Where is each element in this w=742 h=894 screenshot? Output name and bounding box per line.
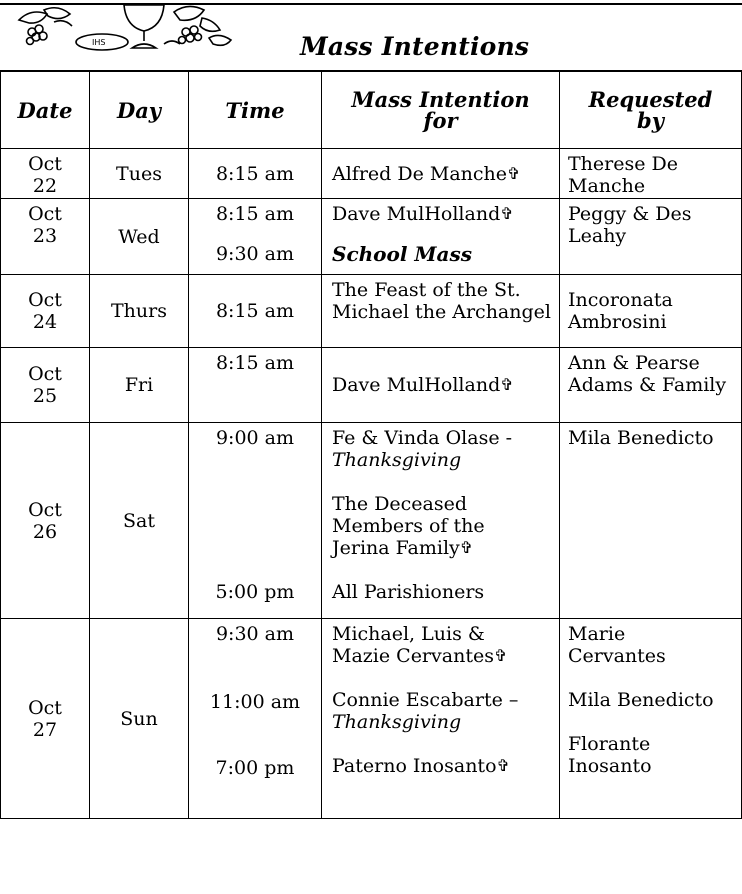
table-header-row bbox=[1, 71, 742, 149]
time-text: 8:15 am bbox=[215, 162, 295, 185]
date-text: 25 bbox=[32, 385, 58, 407]
time-cell bbox=[189, 619, 322, 819]
cross-icon: ✞ bbox=[500, 375, 514, 394]
month-text: Oct bbox=[28, 289, 62, 311]
intention-text: Connie Escabarte – bbox=[332, 689, 519, 711]
date-text: 24 bbox=[32, 311, 58, 333]
requested-cell bbox=[560, 348, 742, 423]
intention-text: The Deceased Members of the Jerina Family bbox=[332, 493, 485, 559]
date-cell bbox=[1, 149, 90, 199]
requested-text: Therese De Manche bbox=[568, 153, 678, 197]
header bbox=[0, 0, 742, 70]
date-text: 27 bbox=[32, 718, 58, 741]
requested-text: Peggy & Des Leahy bbox=[568, 203, 692, 247]
date-cell bbox=[1, 619, 90, 819]
svg-text:IHS: IHS bbox=[92, 38, 106, 47]
requested-text: Incoronata Ambrosini bbox=[568, 289, 673, 333]
date-cell bbox=[1, 423, 90, 619]
col-header-intention: Mass Intention for bbox=[322, 71, 560, 149]
mass-intentions-table bbox=[0, 70, 742, 819]
intention-cell bbox=[322, 275, 560, 348]
date-text: 26 bbox=[32, 520, 58, 543]
intention-text: Dave MulHolland bbox=[332, 374, 501, 396]
requested-text: Marie Cervantes bbox=[568, 623, 666, 667]
date-cell bbox=[1, 275, 90, 348]
intention-cell bbox=[322, 348, 560, 423]
requested-cell bbox=[560, 423, 742, 619]
table-row bbox=[1, 619, 742, 819]
intention-text: Fe & Vinda Olase - bbox=[332, 427, 513, 449]
date-cell bbox=[1, 199, 90, 275]
date-text: 22 bbox=[32, 175, 58, 197]
intention-cell bbox=[322, 619, 560, 819]
month-text: Oct bbox=[28, 498, 62, 521]
date-cell bbox=[1, 348, 90, 423]
time-cell bbox=[189, 275, 322, 348]
requested-text: Mila Benedicto bbox=[568, 689, 714, 711]
intention-text: Michael, Luis & Mazie Cervantes bbox=[332, 623, 494, 667]
time-cell bbox=[189, 423, 322, 619]
intention-text: School Mass bbox=[332, 242, 473, 266]
day-cell: Tues bbox=[90, 149, 189, 199]
day-cell: Fri bbox=[90, 348, 189, 423]
time-text: 7:00 pm bbox=[215, 757, 295, 779]
time-cell bbox=[189, 149, 322, 199]
month-text: Oct bbox=[28, 696, 62, 719]
intention-cell bbox=[322, 199, 560, 275]
table-row bbox=[1, 423, 742, 619]
intention-cell bbox=[322, 423, 560, 619]
time-text: 9:30 am bbox=[215, 243, 295, 265]
cross-icon: ✞ bbox=[500, 204, 514, 223]
time-text: 8:15 am bbox=[215, 203, 295, 225]
day-cell: Sun bbox=[90, 619, 189, 819]
cross-icon: ✞ bbox=[493, 646, 508, 665]
cross-icon: ✞ bbox=[507, 163, 521, 183]
day-cell: Wed bbox=[90, 199, 189, 275]
table-row bbox=[1, 275, 742, 348]
time-text: 11:00 am bbox=[209, 691, 301, 713]
intention-text: The Feast of the St. Michael the Archangel bbox=[332, 279, 551, 323]
table-row bbox=[1, 348, 742, 423]
chalice-host-grapes-icon bbox=[14, 0, 244, 55]
intention-text: Dave MulHolland bbox=[332, 203, 501, 225]
requested-cell bbox=[560, 275, 742, 348]
intention-cell bbox=[322, 149, 560, 199]
time-cell bbox=[189, 348, 322, 423]
col-header-date: Date bbox=[1, 71, 90, 149]
table-row bbox=[1, 199, 742, 275]
intention-text: Thanksgiving bbox=[332, 449, 462, 471]
requested-text: Mila Benedicto bbox=[568, 427, 714, 449]
requested-text: Florante Inosanto bbox=[568, 733, 652, 777]
table-row bbox=[1, 149, 742, 199]
cross-icon: ✞ bbox=[496, 756, 510, 775]
time-text: 9:00 am bbox=[215, 427, 295, 449]
time-text: 8:15 am bbox=[215, 300, 295, 322]
month-text: Oct bbox=[28, 363, 62, 385]
day-cell: Thurs bbox=[90, 275, 189, 348]
requested-text: Ann & Pearse Adams & Family bbox=[568, 352, 727, 396]
time-text: 8:15 am bbox=[215, 352, 295, 374]
intention-text: Paterno Inosanto bbox=[332, 755, 497, 777]
requested-cell bbox=[560, 149, 742, 199]
date-text: 23 bbox=[32, 225, 58, 247]
intention-text: Alfred De Manche bbox=[332, 162, 508, 185]
intention-text: All Parishioners bbox=[332, 581, 485, 603]
month-text: Oct bbox=[28, 153, 62, 175]
time-text: 5:00 pm bbox=[215, 581, 295, 603]
time-text: 9:30 am bbox=[215, 623, 295, 645]
intention-text: Thanksgiving bbox=[332, 711, 462, 733]
time-cell bbox=[189, 199, 322, 275]
page-title: Mass Intentions bbox=[300, 32, 530, 61]
day-cell: Sat bbox=[90, 423, 189, 619]
col-header-requested: Requested by bbox=[560, 71, 742, 149]
month-text: Oct bbox=[28, 203, 62, 225]
cross-icon: ✞ bbox=[459, 538, 474, 557]
requested-cell bbox=[560, 199, 742, 275]
col-header-time: Time bbox=[189, 71, 322, 149]
requested-cell bbox=[560, 619, 742, 819]
col-header-day: Day bbox=[90, 71, 189, 149]
